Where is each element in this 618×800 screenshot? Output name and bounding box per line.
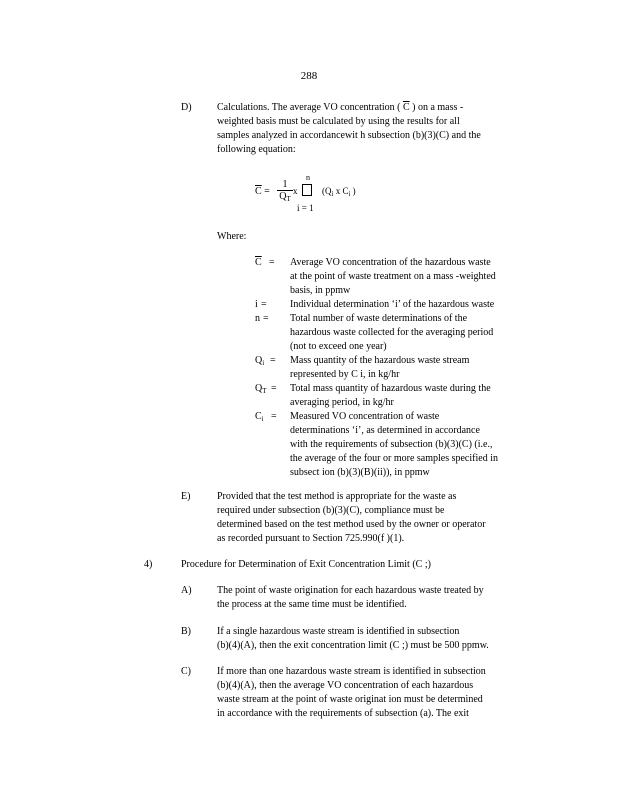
section-e-line: required under subsection (b)(3)(C), compliance must be xyxy=(217,505,445,516)
item-b-line: If a single hazardous waste stream is identified in subsection xyxy=(217,626,460,637)
section-e-line: Provided that the test method is appropriate for the waste as xyxy=(217,491,457,502)
def-text: basis, in ppmw xyxy=(290,285,351,296)
where-heading: Where: xyxy=(217,231,247,242)
item-a-label: A) xyxy=(181,585,192,596)
def-symbol-qi: $Q_i$ xyxy=(255,355,265,367)
item-c-label: C) xyxy=(181,666,191,677)
def-eq: = xyxy=(269,257,275,268)
def-text: hazardous waste collected for the averaging period xyxy=(290,327,494,338)
def-text: averaging period, in kg/hr xyxy=(290,397,394,408)
item-b-label: B) xyxy=(181,626,191,637)
summation-icon xyxy=(302,184,312,196)
def-text: Individual determination ‘i’ of the hazardous waste xyxy=(290,299,495,310)
fraction-denominator: $Q_T$ xyxy=(279,191,291,203)
def-eq: = xyxy=(270,355,276,366)
section-e-label: E) xyxy=(181,491,191,502)
times-sign: x xyxy=(293,186,298,196)
def-text: Total number of waste determinations of the xyxy=(290,313,468,324)
item-b-line: (b)(4)(A), then the exit concentration limit (C ;) must be 500 ppmw. xyxy=(217,640,489,651)
item-c-line: waste stream at the point of waste originat ion must be determined xyxy=(217,694,483,705)
def-eq: = xyxy=(271,383,277,394)
c-bar-symbol: $\overline{C}$ xyxy=(402,102,410,113)
def-text: determinations ‘i’, as determined in accordance xyxy=(290,425,480,436)
def-symbol-qt: $Q_T$ xyxy=(255,383,267,395)
sum-upper-limit: n xyxy=(306,173,310,182)
fraction-numerator: 1 xyxy=(277,179,293,191)
def-text: (not to exceed one year) xyxy=(290,341,387,352)
page-number: 288 xyxy=(300,70,318,82)
item-a-line: the process at the same time must be identified. xyxy=(217,599,407,610)
sum-lower-limit: i = 1 xyxy=(297,203,314,213)
section-d-line-3: samples analyzed in accordancewit h subsection (b)(3)(C) and the xyxy=(217,130,481,141)
section-e-line: as recorded pursuant to Section 725.990(f )(1). xyxy=(217,533,405,544)
def-symbol-n: n xyxy=(255,313,260,324)
item-a-line: The point of waste origination for each hazardous waste treated by xyxy=(217,585,484,596)
def-symbol-c-bar: $\overline{C}$ xyxy=(255,257,262,268)
def-text: Measured VO concentration of waste xyxy=(290,411,440,422)
item-c-line: If more than one hazardous waste stream is identified in subsection xyxy=(217,666,486,677)
def-text: with the requirements of subsection (b)(3)(C) (i.e., xyxy=(290,439,493,450)
def-eq: = xyxy=(263,313,269,324)
def-text: Total mass quantity of hazardous waste during the xyxy=(290,383,491,394)
section-4-heading: Procedure for Determination of Exit Concentration Limit (C ;) xyxy=(181,559,431,570)
def-text: Average VO concentration of the hazardous waste xyxy=(290,257,491,268)
def-text: Mass quantity of the hazardous waste stream xyxy=(290,355,470,366)
def-text: the average of the four or more samples specified in xyxy=(290,453,498,464)
section-d-line-2: weighted basis must be calculated by using the results for all xyxy=(217,116,460,127)
section-4-label: 4) xyxy=(144,559,153,570)
item-c-line: (b)(4)(A), then the average VO concentration of each hazardous xyxy=(217,680,474,691)
def-text: at the point of waste treatment on a mass -weighted xyxy=(290,271,496,282)
def-eq: = xyxy=(271,411,277,422)
def-text: subsect ion (b)(3)(B)(ii)), in ppmw xyxy=(290,467,430,478)
section-d-label: D) xyxy=(181,102,192,113)
def-symbol-i: i xyxy=(255,299,258,310)
section-d-line-1: Calculations. The average VO concentration ( $\overline{C}$ ) on a mass - xyxy=(217,102,464,113)
section-e-line: determined based on the test method used by the owner or operator xyxy=(217,519,486,530)
item-c-line: in accordance with the requirements of subsection (a). The exit xyxy=(217,708,469,719)
equation-fraction xyxy=(277,179,293,205)
def-eq: = xyxy=(261,299,267,310)
equation-term: ($Q_i$ x $C_i$ ) xyxy=(322,186,356,198)
section-d-line-4: following equation: xyxy=(217,144,296,155)
equation-lhs: $\overline{C}$ = xyxy=(255,186,270,197)
def-symbol-ci: $C_i$ xyxy=(255,411,264,423)
def-text: represented by C i, in kg/hr xyxy=(290,369,400,380)
